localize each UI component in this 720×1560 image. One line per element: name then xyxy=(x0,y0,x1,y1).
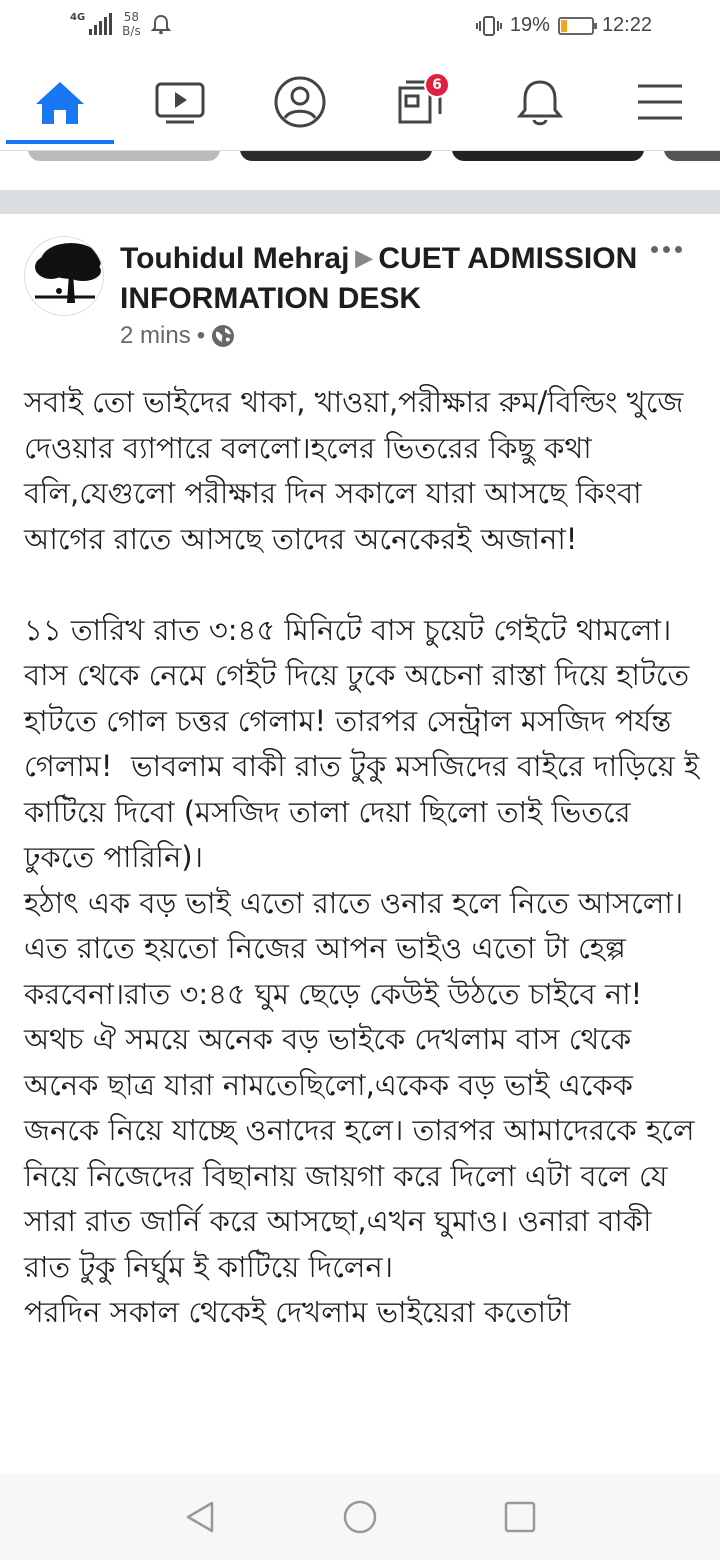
stories-row-peek xyxy=(0,150,720,164)
recents-square-icon[interactable] xyxy=(502,1499,538,1535)
nav-watch-tab[interactable] xyxy=(120,56,240,148)
back-triangle-icon[interactable] xyxy=(182,1499,218,1535)
nav-notifications-tab[interactable] xyxy=(480,56,600,148)
profile-icon xyxy=(272,74,328,130)
post-paragraph: হঠাৎ এক বড় ভাই এতো রাতে ওনার হলে নিতে আসলো। এত রাতে হয়তো নিজের আপন ভাইও এতো টা হেল্প করবেনা।রাত ৩:৪৫ ঘুম ছেড়ে কেউই উঠতে চাইবে না! অথচ ঐ সময়ে অনেক বড় ভাইকে দেখলাম বাস থেকে অনেক ছাত্র যারা নামতেছিলো,একেক বড় ভাই একেক জনকে নিয়ে যাচ্ছে ওনাদের হলে। তারপর আমাদেরকে হলে নিয়ে নিজেদের বিছানায় জায়গা করে দিলো এটা বলে যে সারা রাত জার্নি করে আসছো,এখন ঘুমাও। ওনারা বাকী রাত টুকু নির্ঘুম ই কাটিয়ে দিলেন। xyxy=(24,885,704,1284)
post-header xyxy=(24,236,696,356)
post-author-line xyxy=(120,240,640,318)
author-avatar[interactable] xyxy=(24,236,104,316)
more-dots-icon xyxy=(651,246,658,253)
nav-groups-tab[interactable] xyxy=(360,56,480,148)
battery-level xyxy=(561,20,567,32)
active-tab-indicator xyxy=(6,140,114,144)
feed-separator xyxy=(0,190,720,214)
status-right xyxy=(476,14,652,37)
system-navigation-bar xyxy=(0,1474,720,1560)
speed-value: 58 xyxy=(123,10,140,24)
post-spacer xyxy=(24,562,704,608)
group-name[interactable]: CUET ADMISSION INFORMATION DESK xyxy=(120,242,638,315)
battery-icon xyxy=(558,17,594,35)
hamburger-menu-icon xyxy=(632,74,688,130)
post-paragraph: ১১ তারিখ রাত ৩:৪৫ মিনিটে বাস চুয়েট গেইটে থামলো।বাস থেকে নেমে গেইট দিয়ে ঢুকে অচেনা রাস্তা দিয়ে হাটতে হাটতে গোল চত্তর গেলাম! তারপর সেন্ট্রাল মসজিদ পর্যন্ত গেলাম! ভাবলাম বাকী রাত টুকু মসজিদের বাইরে দাড়িয়ে ই কাটিয়ে দিবো (মসজিদ তালা দেয়া ছিলো তাই ভিতরে ঢুকতে পারিনি)। xyxy=(24,612,709,874)
speed-unit: B/s xyxy=(122,24,141,38)
story-card[interactable] xyxy=(664,150,720,161)
globe-icon xyxy=(211,324,235,348)
post-meta xyxy=(120,322,235,350)
video-icon xyxy=(152,74,208,130)
post-options-button[interactable] xyxy=(651,246,682,253)
post-time[interactable]: 2 mins xyxy=(120,322,191,349)
story-card[interactable] xyxy=(240,150,432,161)
post-paragraph: পরদিন সকাল থেকেই দেখলাম ভাইয়েরা কতোটা xyxy=(24,1295,571,1329)
notification-count-badge: 6 xyxy=(424,72,450,98)
post-body xyxy=(24,380,709,1336)
signal-icon xyxy=(70,13,112,35)
dot-separator: • xyxy=(196,322,206,349)
story-card[interactable] xyxy=(452,150,644,161)
author-name[interactable]: Touhidul Mehraj xyxy=(120,242,350,275)
story-card[interactable] xyxy=(28,150,220,161)
data-speed xyxy=(122,10,141,38)
post-paragraph: সবাই তো ভাইদের থাকা, খাওয়া,পরীক্ষার রুম/বিল্ডিং খুজে দেওয়ার ব্যাপারে বললো।হলের ভিতরের কিছু কথা বলি,যেগুলো পরীক্ষার দিন সকালে যারা আসছে কিংবা আগের রাতে আসছে তাদের অনেকেরই অজানা! xyxy=(24,385,693,556)
home-icon xyxy=(32,74,88,130)
top-navigation xyxy=(0,56,720,152)
status-bar xyxy=(0,0,720,56)
home-circle-icon[interactable] xyxy=(342,1499,378,1535)
vibrate-icon xyxy=(476,15,502,37)
network-type: 4G xyxy=(70,12,86,23)
nav-home-tab[interactable] xyxy=(0,56,120,148)
clock: 12:22 xyxy=(601,14,652,36)
nav-profile-tab[interactable] xyxy=(240,56,360,148)
nav-menu-tab[interactable] xyxy=(600,56,720,148)
status-left xyxy=(70,10,171,38)
battery-percent: 19% xyxy=(509,14,550,36)
bell-icon xyxy=(512,74,568,130)
notification-bell-outline-icon xyxy=(151,13,171,35)
tree-silhouette-avatar-icon xyxy=(25,237,104,316)
arrow-right-icon: ▶ xyxy=(355,245,373,270)
